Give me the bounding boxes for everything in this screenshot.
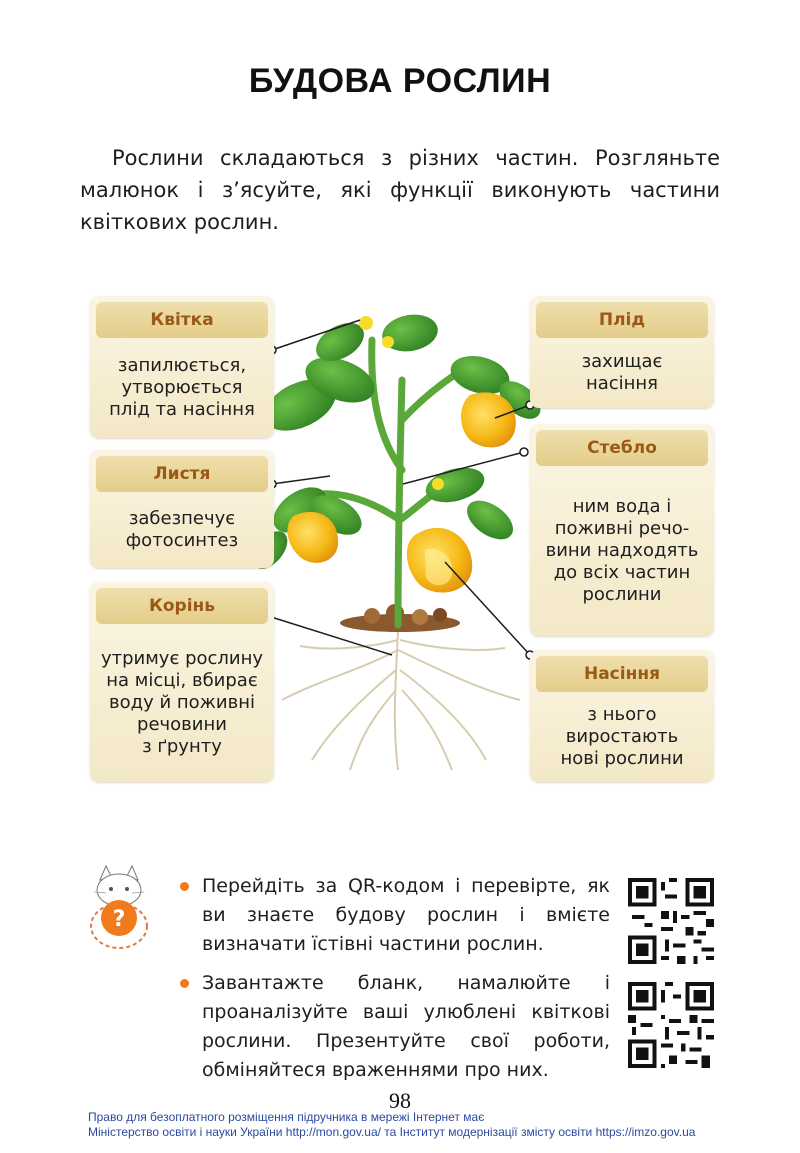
svg-text:?: ? bbox=[112, 907, 126, 932]
card-root bbox=[90, 582, 274, 782]
task-list bbox=[178, 872, 610, 1095]
card-fruit-title: Плід bbox=[536, 302, 708, 338]
cat-question-icon bbox=[86, 862, 152, 952]
list-item bbox=[178, 969, 610, 1085]
card-stem bbox=[530, 424, 714, 636]
card-root-text: утримує рослину на місці, вбирає воду й поживні речовини з ґрунту bbox=[100, 648, 264, 757]
footer-line-1: Право для безоплатного розміщення підручника в мережі Інтернет має bbox=[88, 1110, 485, 1124]
card-root-title: Корінь bbox=[96, 588, 268, 624]
card-fruit-text: захищає насіння bbox=[581, 351, 663, 394]
roots bbox=[282, 630, 520, 770]
qr-code-1-icon[interactable] bbox=[628, 878, 714, 964]
card-flower bbox=[90, 296, 274, 438]
qr-code-2-icon[interactable] bbox=[628, 982, 714, 1068]
card-seeds bbox=[530, 650, 714, 782]
card-seeds-title: Насіння bbox=[536, 656, 708, 692]
list-item bbox=[178, 872, 610, 959]
card-stem-text: ним вода і поживні речо- вини надходять до всіх частин рослини bbox=[545, 496, 699, 605]
card-leaves bbox=[90, 450, 274, 568]
footer-notice bbox=[88, 1110, 695, 1140]
page-number: 98 bbox=[389, 1088, 411, 1113]
task-text-2: Завантажте бланк, намалюйте і проаналізуйте ваші улюблені квіткові рослини. Презентуйте свої роботи, обміняйтеся враженнями про них. bbox=[202, 972, 610, 1081]
card-stem-title: Стебло bbox=[536, 430, 708, 466]
card-leaves-title: Листя bbox=[96, 456, 268, 492]
card-fruit bbox=[530, 296, 714, 408]
card-leaves-text: забезпечує фотосинтез bbox=[125, 508, 239, 551]
page-title: БУДОВА РОСЛИН bbox=[248, 62, 552, 100]
bullet-icon bbox=[180, 979, 189, 988]
intro-paragraph: Рослини складаються з різних частин. Розгляньте малюнок і з’ясуйте, які функції виконують частини квіткових рослин. bbox=[80, 146, 720, 234]
bullet-icon bbox=[180, 882, 189, 891]
card-seeds-text: з нього виростають нові рослини bbox=[560, 704, 684, 769]
card-flower-text: запилюється, утворюється плід та насіння bbox=[109, 355, 255, 420]
task-text-1: Перейдіть за QR-кодом і перевірте, як ви знаєте будову рослин і вмієте визначати їстівні частини рослин. bbox=[202, 875, 610, 955]
footer-line-2: Міністерство освіти і науки України http://mon.gov.ua/ та Інститут модернізації змісту освіти https://imzo.gov.ua bbox=[88, 1125, 696, 1139]
card-flower-title: Квітка bbox=[96, 302, 268, 338]
